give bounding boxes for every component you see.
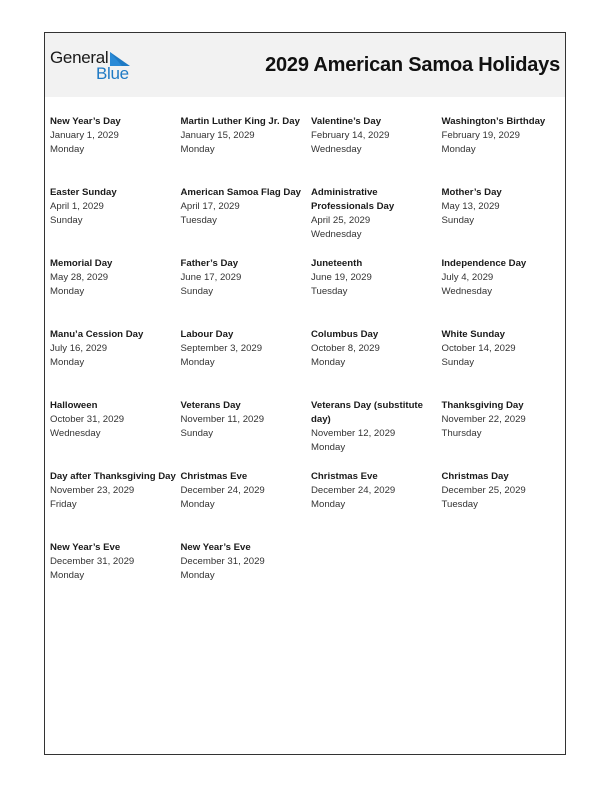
holiday-weekday: Monday — [50, 286, 85, 297]
holiday-name: Columbus Day — [311, 329, 379, 340]
holiday-weekday: Sunday — [50, 215, 83, 226]
holiday-date: April 1, 2029 — [50, 201, 104, 212]
holiday-date: May 13, 2029 — [441, 201, 500, 212]
holiday-name: Memorial Day — [50, 258, 113, 269]
holiday-grid — [50, 115, 565, 612]
holiday-name: Day after Thanksgiving Day — [50, 471, 176, 482]
holiday-date: November 12, 2029 — [311, 428, 396, 439]
holiday-entry — [442, 328, 565, 399]
holiday-name: Father’s Day — [180, 258, 239, 269]
holiday-weekday: Wednesday — [311, 229, 362, 240]
holiday-date: December 24, 2029 — [180, 485, 265, 496]
holiday-weekday: Sunday — [180, 428, 214, 439]
holiday-name: Martin Luther King Jr. Day — [180, 116, 300, 127]
holiday-date: April 17, 2029 — [180, 201, 240, 212]
holiday-weekday: Tuesday — [311, 286, 348, 297]
holiday-entry — [311, 328, 442, 399]
holiday-weekday: Monday — [180, 357, 215, 368]
holiday-weekday: Friday — [50, 499, 77, 510]
page-frame — [44, 32, 566, 755]
holiday-entry — [181, 470, 312, 541]
holiday-name: Thanksgiving Day — [441, 400, 524, 411]
page-title: 2029 American Samoa Holidays — [265, 54, 560, 76]
holiday-name: Valentine’s Day — [311, 116, 382, 127]
holiday-name: Christmas Day — [441, 471, 509, 482]
holiday-weekday: Monday — [180, 499, 215, 510]
holiday-entry — [311, 257, 442, 328]
holiday-entry — [311, 470, 442, 541]
holiday-entry — [50, 115, 181, 186]
logo-word-blue: Blue — [96, 64, 129, 83]
holiday-weekday: Monday — [50, 357, 85, 368]
holiday-date: December 25, 2029 — [441, 485, 526, 496]
holiday-date: October 8, 2029 — [311, 343, 380, 354]
holiday-weekday: Tuesday — [180, 215, 217, 226]
holiday-entry — [181, 399, 312, 470]
holiday-name: Easter Sunday — [50, 187, 117, 198]
holiday-name: Veterans Day (substitute day) — [311, 400, 423, 425]
holiday-weekday: Monday — [311, 499, 346, 510]
holiday-entry — [311, 186, 442, 257]
holiday-date: June 19, 2029 — [311, 272, 372, 283]
holiday-date: July 16, 2029 — [50, 343, 108, 354]
holiday-entry — [442, 470, 565, 541]
logo-word-general: General — [50, 48, 109, 67]
holiday-entry — [50, 257, 181, 328]
holiday-weekday: Monday — [180, 144, 215, 155]
holiday-name: White Sunday — [441, 329, 505, 340]
holiday-weekday: Monday — [441, 144, 476, 155]
holiday-entry — [311, 399, 442, 470]
holiday-date: November 11, 2029 — [180, 414, 265, 425]
holiday-date: December 24, 2029 — [311, 485, 396, 496]
holiday-name: Labour Day — [180, 329, 234, 340]
holiday-entry — [181, 115, 312, 186]
holiday-date: September 3, 2029 — [180, 343, 263, 354]
holiday-entry — [442, 186, 565, 257]
holiday-entry — [50, 328, 181, 399]
holiday-weekday: Wednesday — [311, 144, 362, 155]
holiday-weekday: Wednesday — [441, 286, 492, 297]
holiday-date: June 17, 2029 — [180, 272, 242, 283]
holiday-weekday: Thursday — [441, 428, 482, 439]
holiday-entry — [181, 257, 312, 328]
holiday-entry — [181, 186, 312, 257]
holiday-weekday: Monday — [311, 357, 346, 368]
holiday-date: January 1, 2029 — [50, 130, 119, 141]
holiday-entry — [181, 541, 312, 612]
holiday-name: New Year’s Eve — [180, 542, 251, 553]
holiday-weekday: Monday — [180, 570, 215, 581]
holiday-weekday: Monday — [50, 144, 85, 155]
holiday-weekday: Wednesday — [50, 428, 101, 439]
holiday-date: January 15, 2029 — [180, 130, 255, 141]
holiday-date: April 25, 2029 — [311, 215, 371, 226]
holiday-entry — [50, 399, 181, 470]
holiday-name: Washington’s Birthday — [441, 116, 546, 127]
holiday-entry — [50, 186, 181, 257]
holiday-weekday: Sunday — [180, 286, 214, 297]
holiday-name: Independence Day — [441, 258, 527, 269]
holiday-entry — [311, 115, 442, 186]
holiday-date: November 22, 2029 — [441, 414, 526, 425]
holiday-date: May 28, 2029 — [50, 272, 109, 283]
holiday-date: February 14, 2029 — [311, 130, 390, 141]
holiday-weekday: Sunday — [441, 215, 475, 226]
holiday-date: November 23, 2029 — [50, 485, 135, 496]
holiday-date: December 31, 2029 — [180, 556, 265, 567]
holiday-date: December 31, 2029 — [50, 556, 135, 567]
holiday-name: New Year’s Day — [50, 116, 121, 127]
generalblue-logo — [50, 48, 140, 84]
holiday-name: American Samoa Flag Day — [180, 187, 302, 198]
holiday-entry — [442, 257, 565, 328]
holiday-entry — [442, 115, 565, 186]
holiday-weekday: Tuesday — [441, 499, 478, 510]
holiday-date: October 14, 2029 — [441, 343, 516, 354]
holiday-weekday: Monday — [311, 442, 346, 453]
holiday-name: Juneteenth — [311, 258, 363, 269]
holiday-entry — [181, 328, 312, 399]
holiday-name: Administrative Professionals Day — [311, 187, 395, 212]
holiday-name: Halloween — [50, 400, 98, 411]
holiday-name: Christmas Eve — [180, 471, 248, 482]
holiday-name: Manu’a Cession Day — [50, 329, 144, 340]
holiday-weekday: Monday — [50, 570, 85, 581]
holiday-weekday: Sunday — [441, 357, 475, 368]
holiday-name: New Year’s Eve — [50, 542, 121, 553]
holiday-entry — [442, 399, 565, 470]
holiday-date: October 31, 2029 — [50, 414, 125, 425]
header-band — [45, 33, 565, 97]
holiday-name: Veterans Day — [180, 400, 241, 411]
holiday-name: Christmas Eve — [311, 471, 378, 482]
holiday-date: July 4, 2029 — [441, 272, 494, 283]
holiday-entry — [50, 541, 181, 612]
holiday-date: February 19, 2029 — [441, 130, 520, 141]
holiday-name: Mother’s Day — [441, 187, 502, 198]
holiday-entry — [50, 470, 181, 541]
